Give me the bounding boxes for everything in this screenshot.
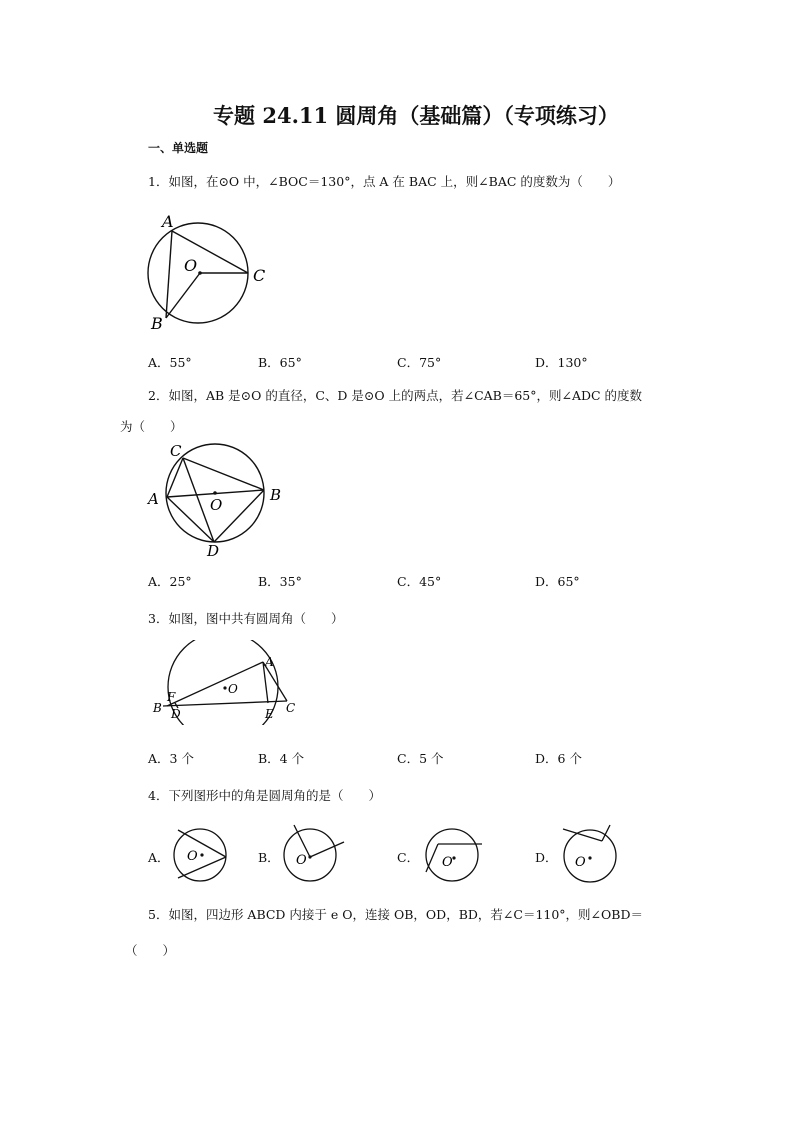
q1-option-c[interactable]: C．75°: [397, 355, 442, 370]
label-a: A: [265, 655, 274, 669]
label-d: D: [207, 542, 220, 560]
question-5-stem-line1: 5．如图，四边形 ABCD 内接于 e O，连接 OB，OD，BD，若∠C＝110°，则∠OBD＝: [148, 907, 643, 922]
q4-option-b[interactable]: B．: [258, 850, 280, 865]
label-c: C: [170, 442, 182, 460]
q3-option-a[interactable]: A．3 个: [148, 751, 194, 766]
question-2-stem-line2: 为（ ）: [120, 419, 183, 434]
label-e: E: [265, 707, 274, 721]
section-heading: 一、单选题: [148, 141, 209, 155]
label-o: O: [187, 849, 198, 864]
question-2-figure: [140, 440, 290, 565]
question-2-stem-line1: 2．如图，AB 是⊙O 的直径，C、D 是⊙O 上的两点，若∠CAB＝65°，则∠ADC 的度数: [148, 388, 643, 403]
label-d: D: [171, 707, 181, 721]
q4-figure-b: [280, 820, 355, 890]
label-b: B: [270, 486, 282, 504]
question-1-stem: 1．如图，在⊙O 中，∠BOC＝130°，点 A 在 BAC 上，则∠BAC 的度数为（ ）: [148, 174, 621, 189]
label-b: B: [153, 701, 162, 715]
label-o: O: [228, 682, 238, 696]
label-o: O: [575, 855, 586, 870]
question-4-stem: 4．下列图形中的角是圆周角的是（ ）: [148, 788, 381, 803]
question-1-figure: [140, 205, 280, 335]
question-5-stem-line2: （ ）: [125, 943, 176, 958]
label-c: C: [253, 266, 266, 285]
q4-figure-c: [420, 820, 495, 890]
question-3-figure: [145, 640, 310, 725]
label-b: B: [151, 314, 163, 333]
q4-option-a[interactable]: A．: [148, 850, 170, 865]
label-o: O: [184, 256, 198, 275]
q1-option-d[interactable]: D．130°: [535, 355, 588, 370]
label-o: O: [210, 496, 223, 514]
q4-option-c[interactable]: C．: [397, 850, 420, 865]
q1-option-b[interactable]: B．65°: [258, 355, 302, 370]
q1-option-a[interactable]: A．55°: [148, 355, 192, 370]
label-c: C: [286, 701, 296, 715]
q2-option-c[interactable]: C．45°: [397, 574, 442, 589]
label-o: O: [296, 853, 307, 868]
label-a: A: [148, 490, 159, 508]
q4-option-d[interactable]: D．: [535, 850, 558, 865]
page-title: 专题 24.11 圆周角（基础篇）（专项练习）: [213, 103, 619, 128]
q2-option-d[interactable]: D．65°: [535, 574, 580, 589]
q3-option-b[interactable]: B．4 个: [258, 751, 305, 766]
label-f: F: [167, 690, 176, 704]
label-o: O: [442, 855, 453, 870]
q4-figure-a: [168, 820, 238, 890]
question-3-stem: 3．如图，图中共有圆周角（ ）: [148, 611, 344, 626]
q2-option-b[interactable]: B．35°: [258, 574, 302, 589]
q4-figure-d: [558, 820, 628, 890]
q3-option-d[interactable]: D．6 个: [535, 751, 582, 766]
q2-option-a[interactable]: A．25°: [148, 574, 192, 589]
q3-option-c[interactable]: C．5 个: [397, 751, 444, 766]
label-a: A: [162, 212, 174, 231]
